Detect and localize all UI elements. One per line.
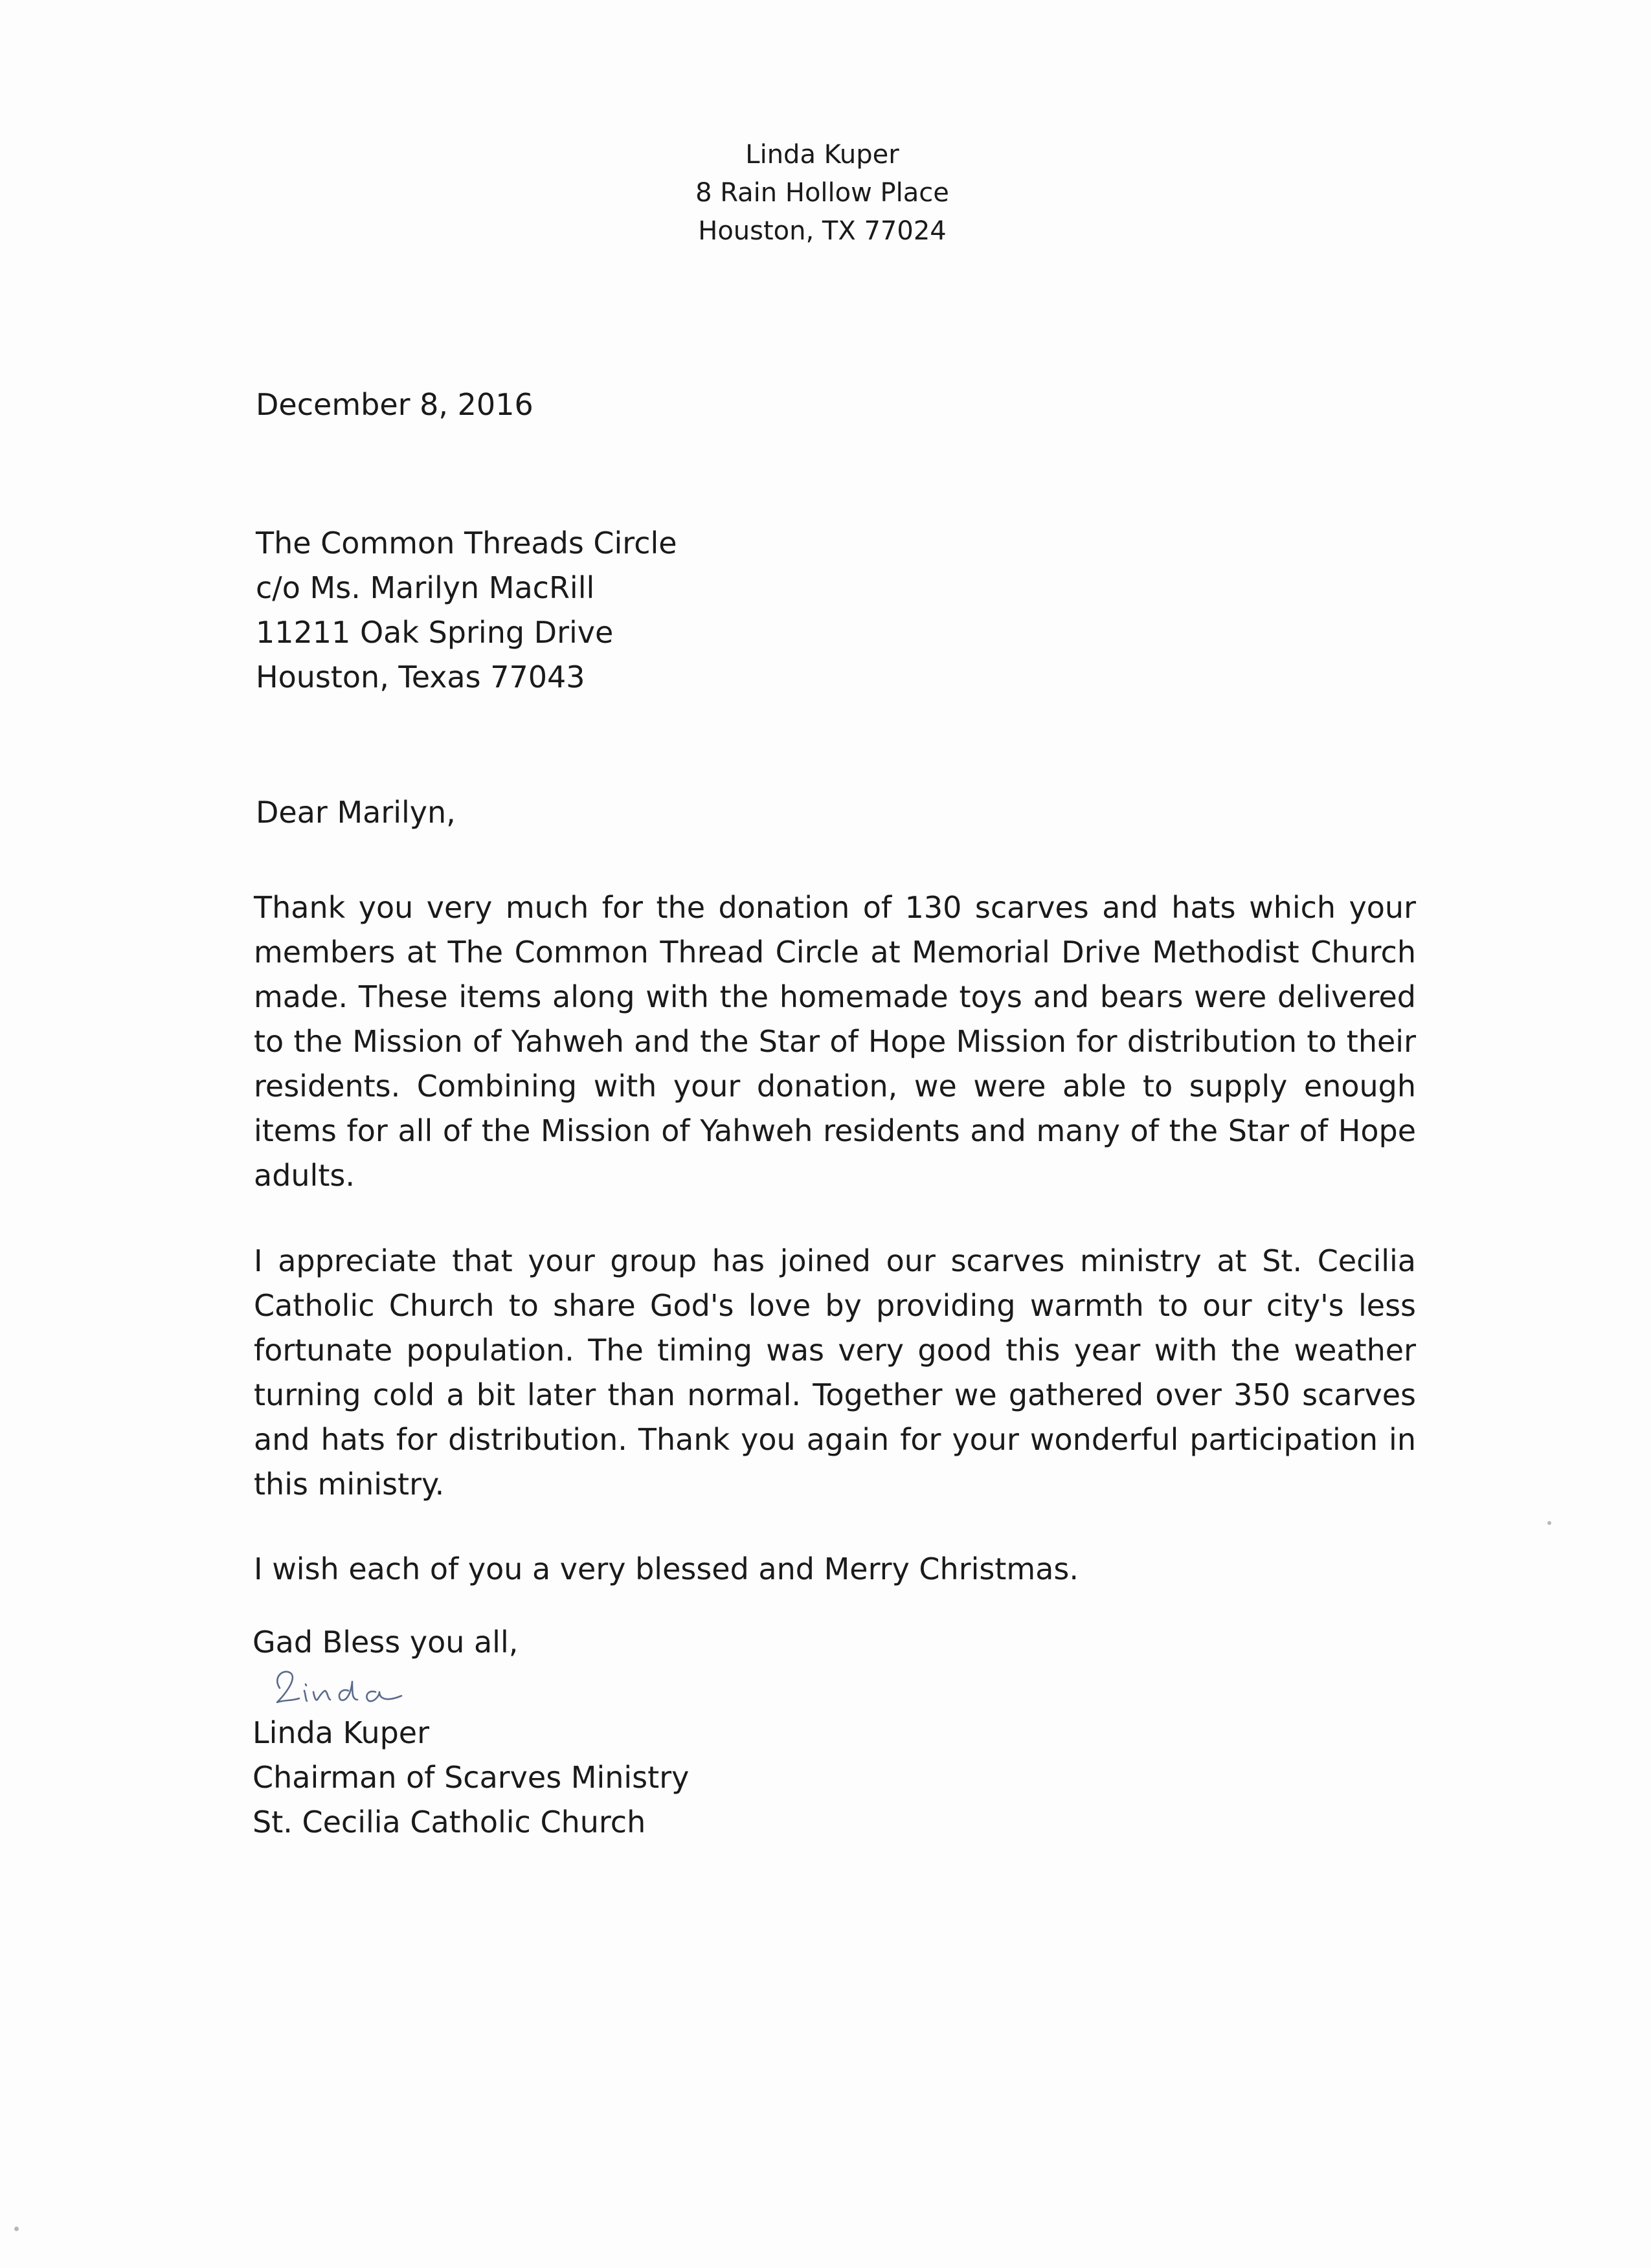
body-paragraph-3: I wish each of you a very blessed and Merry Christmas.	[254, 1551, 1079, 1586]
recipient-line-3: 11211 Oak Spring Drive	[256, 615, 614, 650]
recipient-line-1: The Common Threads Circle	[256, 526, 677, 561]
signer-organization: St. Cecilia Catholic Church	[253, 1805, 646, 1840]
salutation: Dear Marilyn,	[256, 795, 456, 830]
closing-line: Gad Bless you all,	[253, 1625, 519, 1660]
sender-city: Houston, TX 77024	[698, 216, 947, 246]
recipient-line-4: Houston, Texas 77043	[256, 660, 585, 695]
body-paragraph-1: Thank you very much for the donation of 130 scarves and hats which your members at The Common Thread Circle at Memorial Drive Methodist Church made. These items along with the homemade toys and bears were delivered to the Mission of Yahweh and the Star of Hope Mission for distribution to their residents. Combining with your donation, we were able to supply enough items for all of the Mission of Yahweh residents and many of the Star of Hope adults.	[254, 890, 1416, 1193]
signer-block	[253, 1711, 689, 1845]
body-paragraph-2: I appreciate that your group has joined our scarves ministry at St. Cecilia Catholic Church to share God's love by providing warmth to our city's less fortunate population. The timing was very good this year with the weather turning cold a bit later than normal. Together we gathered over 350 scarves and hats for distribution. Thank you again for your wonderful participation in this ministry.	[254, 1243, 1416, 1502]
recipient-line-2: c/o Ms. Marilyn MacRill	[256, 570, 595, 605]
sender-address	[680, 136, 965, 250]
sender-name: Linda Kuper	[745, 140, 899, 170]
signer-title: Chairman of Scarves Ministry	[253, 1760, 690, 1795]
signer-name: Linda Kuper	[253, 1715, 430, 1750]
recipient-address	[256, 521, 677, 700]
sender-street: 8 Rain Hollow Place	[695, 178, 949, 208]
scan-speck	[14, 2227, 19, 2231]
letter-date: December 8, 2016	[256, 387, 533, 422]
scan-speck	[1547, 1521, 1551, 1525]
handwritten-signature	[265, 1662, 421, 1714]
